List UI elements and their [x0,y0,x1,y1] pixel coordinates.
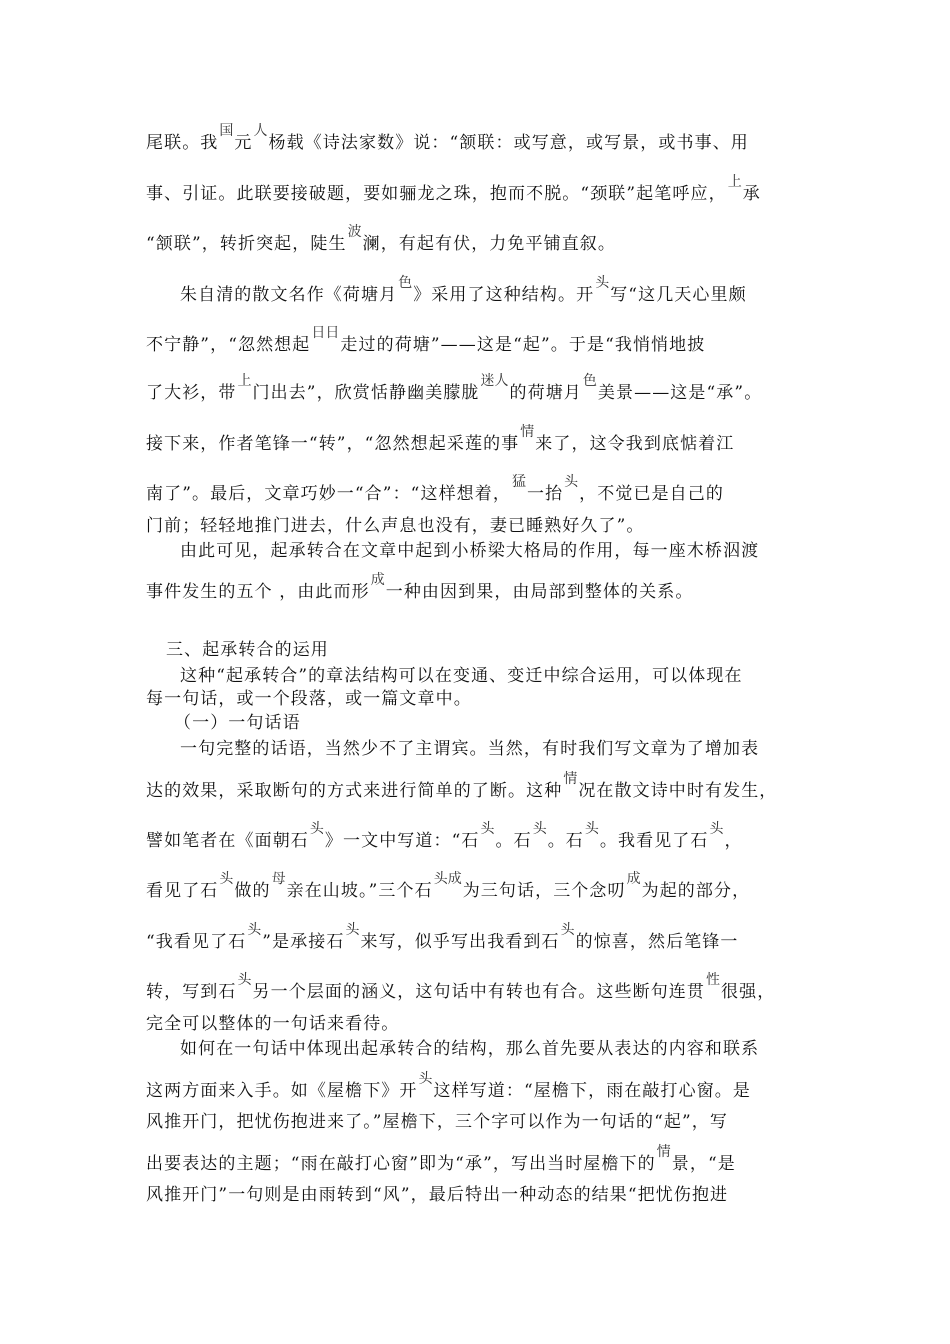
text-run: 来写，似乎写出我看到石 [360,932,560,952]
raised-character: 头 [345,922,360,938]
text-run: 南了”。最后，文章巧妙一“合”：“这样想着， [146,484,511,504]
text-run: 完全可以整体的一句话来看待。 [146,1014,400,1034]
raised-character: 头 [584,821,599,837]
raised-character: 波 [347,224,362,240]
text-run: 一种由因到果，由局部到整体的关系。 [385,582,694,602]
text-run: 。我看见了石 [599,831,709,851]
text-line [146,922,739,954]
text-run: 如何在一句话中体现出起承转合的结构，那么首先要从表达的内容和联系 [180,1039,760,1059]
raised-character: 头 [237,972,252,988]
raised-character: 成 [626,871,641,887]
text-run: 这两方面来入手。如《屋檐下》开 [146,1081,418,1101]
raised-character: 头 [247,922,262,938]
raised-character: 头 [418,1071,433,1087]
raised-character: 国 [219,123,234,139]
raised-character: 头 [709,821,724,837]
text-line [146,373,763,405]
text-run: 一句完整的话语，当然少不了主谓宾。当然，有时我们写文章为了增加表 [180,739,760,759]
text-run: 看见了石 [146,881,219,901]
text-line [146,972,776,1004]
text-run: 由此可见，起承转合在文章中起到小桥梁大格局的作用，每一座木桥泅渡 [180,541,760,561]
text-run: 元 [234,133,253,153]
raised-character: 成 [370,572,385,588]
text-run: 一抬 [526,484,564,504]
text-run: 为三句话，三个念叨 [462,881,626,901]
text-run: 做的 [234,881,271,901]
text-run: 门前；轻轻地推门进去，什么声息也没有，妻已睡熟好久了”。 [146,516,645,536]
text-run: 风推开门”一句则是由雨转到“风”，最后特出一种动态的结果“把忧伤抱进 [146,1185,729,1205]
text-run: 景，“是 [671,1154,736,1174]
text-run: 为起的部分， [641,881,751,901]
raised-character: 色 [582,373,597,389]
text-run: 》采用了这种结构。开 [413,285,595,305]
text-run: 达的效果，采取断句的方式来进行简单的了断。这种 [146,781,563,801]
text-line [180,275,747,307]
text-line [146,224,616,256]
text-run: 尾联。我 [146,133,219,153]
text-run: ”是承接石 [262,932,345,952]
text-run: 譬如笔者在《面朝石 [146,831,309,851]
raised-character: 人 [253,123,268,139]
text-line [146,515,645,537]
text-run: 来了，这令我到底惦着江 [535,434,735,454]
text-run: ， [724,831,743,851]
raised-character: 母 [271,871,286,887]
text-line [146,1144,736,1176]
raised-character: 头 [595,275,610,291]
raised-character: 头 [219,871,234,887]
text-line [146,821,743,853]
text-run: 。石 [495,831,532,851]
raised-character: 猛 [511,474,526,490]
text-line [146,474,724,506]
text-line [146,1111,728,1133]
text-line [146,771,778,803]
raised-character: 头 [564,474,579,490]
raised-character: 上 [237,373,252,389]
text-run: 这种“起承转合”的章法结构可以在变通、变迁中综合运用，可以体现在 [180,666,743,686]
text-run: 门出去”，欣赏恬静幽美朦胧 [252,383,480,403]
text-run: 澜，有起有伏，力免平铺直叙。 [362,234,616,254]
text-run: 三、起承转合的运用 [166,640,329,660]
raised-character: 情 [520,424,535,440]
text-run: 了大衫，带 [146,383,237,403]
text-run: 写“这几天心里颇 [610,285,747,305]
raised-character: 情 [563,771,578,787]
text-line [166,639,329,661]
text-line [146,1013,399,1035]
text-run: 走过的荷塘”——这是“起”。于是“我悄悄地披 [340,335,706,355]
text-run: 承 [742,184,761,204]
text-line [146,1184,728,1206]
text-line [146,572,694,604]
text-run: 的惊喜，然后笔锋一 [575,932,739,952]
raised-character: 迷人 [480,373,509,389]
raised-character: 头 [480,821,495,837]
raised-character: 日日 [311,325,340,341]
text-line [174,712,301,734]
text-run: ，不觉已是自己的 [579,484,724,504]
text-line [146,871,751,903]
text-line [146,123,749,155]
text-line [146,174,761,206]
raised-character: 色 [398,275,413,291]
raised-character: 上 [727,174,742,190]
text-run: 出要表达的主题；“雨在敲打心窗”即为“承”，写出当时屋檐下的 [146,1154,656,1174]
text-line [146,1071,751,1103]
text-run: 况在散文诗中时有发生， [578,781,778,801]
text-line [180,540,759,562]
text-run: 很强， [721,982,776,1002]
text-run: 接下来，作者笔锋一“转”，“忽然想起采莲的事 [146,434,520,454]
text-run: 事、引证。此联要接破题，要如骊龙之珠，抱而不脱。“颈联”起笔呼应， [146,184,727,204]
raised-character: 头成 [433,871,462,887]
text-line [146,688,472,710]
text-run: 每一句话，或一个段落，或一篇文章中。 [146,689,472,709]
text-line [180,738,759,760]
text-run: 亲在山坡。”三个石 [286,881,433,901]
raised-character: 头 [560,922,575,938]
raised-character: 情 [656,1144,671,1160]
text-run: 朱自清的散文名作《荷塘月 [180,285,398,305]
text-run: 》一文中写道：“石 [324,831,480,851]
text-run: （一）一句话语 [174,713,301,733]
text-run: 不宁静”，“忽然想起 [146,335,311,355]
text-line [180,1038,759,1060]
text-run: 风推开门，把忧伤抱进来了。”屋檐下，三个字可以作为一句话的“起”，写 [146,1112,728,1132]
raised-character: 性 [706,972,720,988]
text-line [146,325,706,357]
text-run: 。石 [547,831,584,851]
raised-character: 头 [309,821,324,837]
text-run: 的荷塘月 [509,383,582,403]
text-line [146,424,735,456]
text-line [180,665,743,687]
text-run: “我看见了石 [146,932,247,952]
text-run: 另一个层面的涵义，这句话中有转也有合。这些断句连贯 [252,982,705,1002]
text-run: 美景——这是“承”。 [597,383,763,403]
text-run: “颔联”，转折突起，陡生 [146,234,347,254]
text-run: 杨载《诗法家数》说：“颔联：或写意，或写景，或书事、用 [268,133,749,153]
text-run: 转，写到石 [146,982,237,1002]
text-run: 这样写道：“屋檐下，雨在敲打心窗。是 [433,1081,751,1101]
text-run: 事件发生的五个 ，由此而形 [146,582,370,602]
raised-character: 头 [532,821,547,837]
